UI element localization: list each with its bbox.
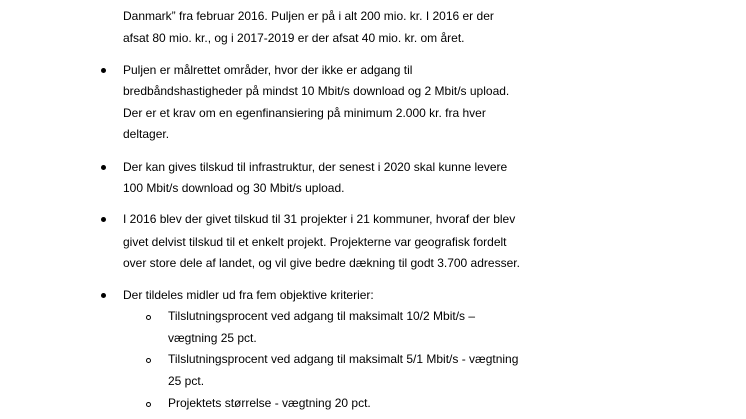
sub-list-item-line: Projektets størrelse - vægtning 20 pct. — [168, 396, 371, 410]
list-item-line: over store dele af landet, og vil give bedre dækning til godt 3.700 adresser. — [123, 256, 520, 270]
sub-list-item-line: Tilslutningsprocent ved adgang til maksimalt 10/2 Mbit/s – — [168, 309, 476, 323]
circle-bullet-icon — [146, 358, 151, 363]
sub-list-item-line: 25 pct. — [168, 374, 205, 388]
list-item-line: deltager. — [123, 127, 170, 141]
intro-line: Danmark” fra februar 2016. Puljen er på i alt 200 mio. kr. I 2016 er der — [123, 9, 494, 23]
circle-bullet-icon — [146, 315, 151, 320]
bullet-icon — [101, 165, 106, 170]
intro-line: afsat 80 mio. kr., og i 2017-2019 er der afsat 40 mio. kr. om året. — [123, 31, 465, 45]
list-item-line: Der tildeles midler ud fra fem objektive kriterier: — [123, 288, 374, 302]
list-item-line: I 2016 blev der givet tilskud til 31 projekter i 21 kommuner, hvoraf der blev — [123, 212, 516, 226]
list-item-line: Puljen er målrettet områder, hvor der ikke er adgang til — [123, 63, 413, 77]
sub-list-item-line: vægtning 25 pct. — [168, 331, 257, 345]
list-item-line: bredbåndshastigheder på mindst 10 Mbit/s download og 2 Mbit/s upload. — [123, 84, 510, 98]
bullet-icon — [101, 217, 106, 222]
list-item-line: Der kan gives tilskud til infrastruktur, der senest i 2020 skal kunne levere — [123, 160, 508, 174]
list-item-line: Der er et krav om en egenfinansiering på minimum 2.000 kr. fra hver — [123, 106, 486, 120]
bullet-icon — [101, 293, 106, 298]
list-item-line: givet delvist tilskud til et enkelt projekt. Projekterne var geografisk fordelt — [123, 235, 507, 249]
bullet-icon — [101, 68, 106, 73]
circle-bullet-icon — [146, 402, 151, 407]
list-item-line: 100 Mbit/s download og 30 Mbit/s upload. — [123, 181, 345, 195]
sub-list-item-line: Tilslutningsprocent ved adgang til maksimalt 5/1 Mbit/s - vægtning — [168, 352, 519, 366]
